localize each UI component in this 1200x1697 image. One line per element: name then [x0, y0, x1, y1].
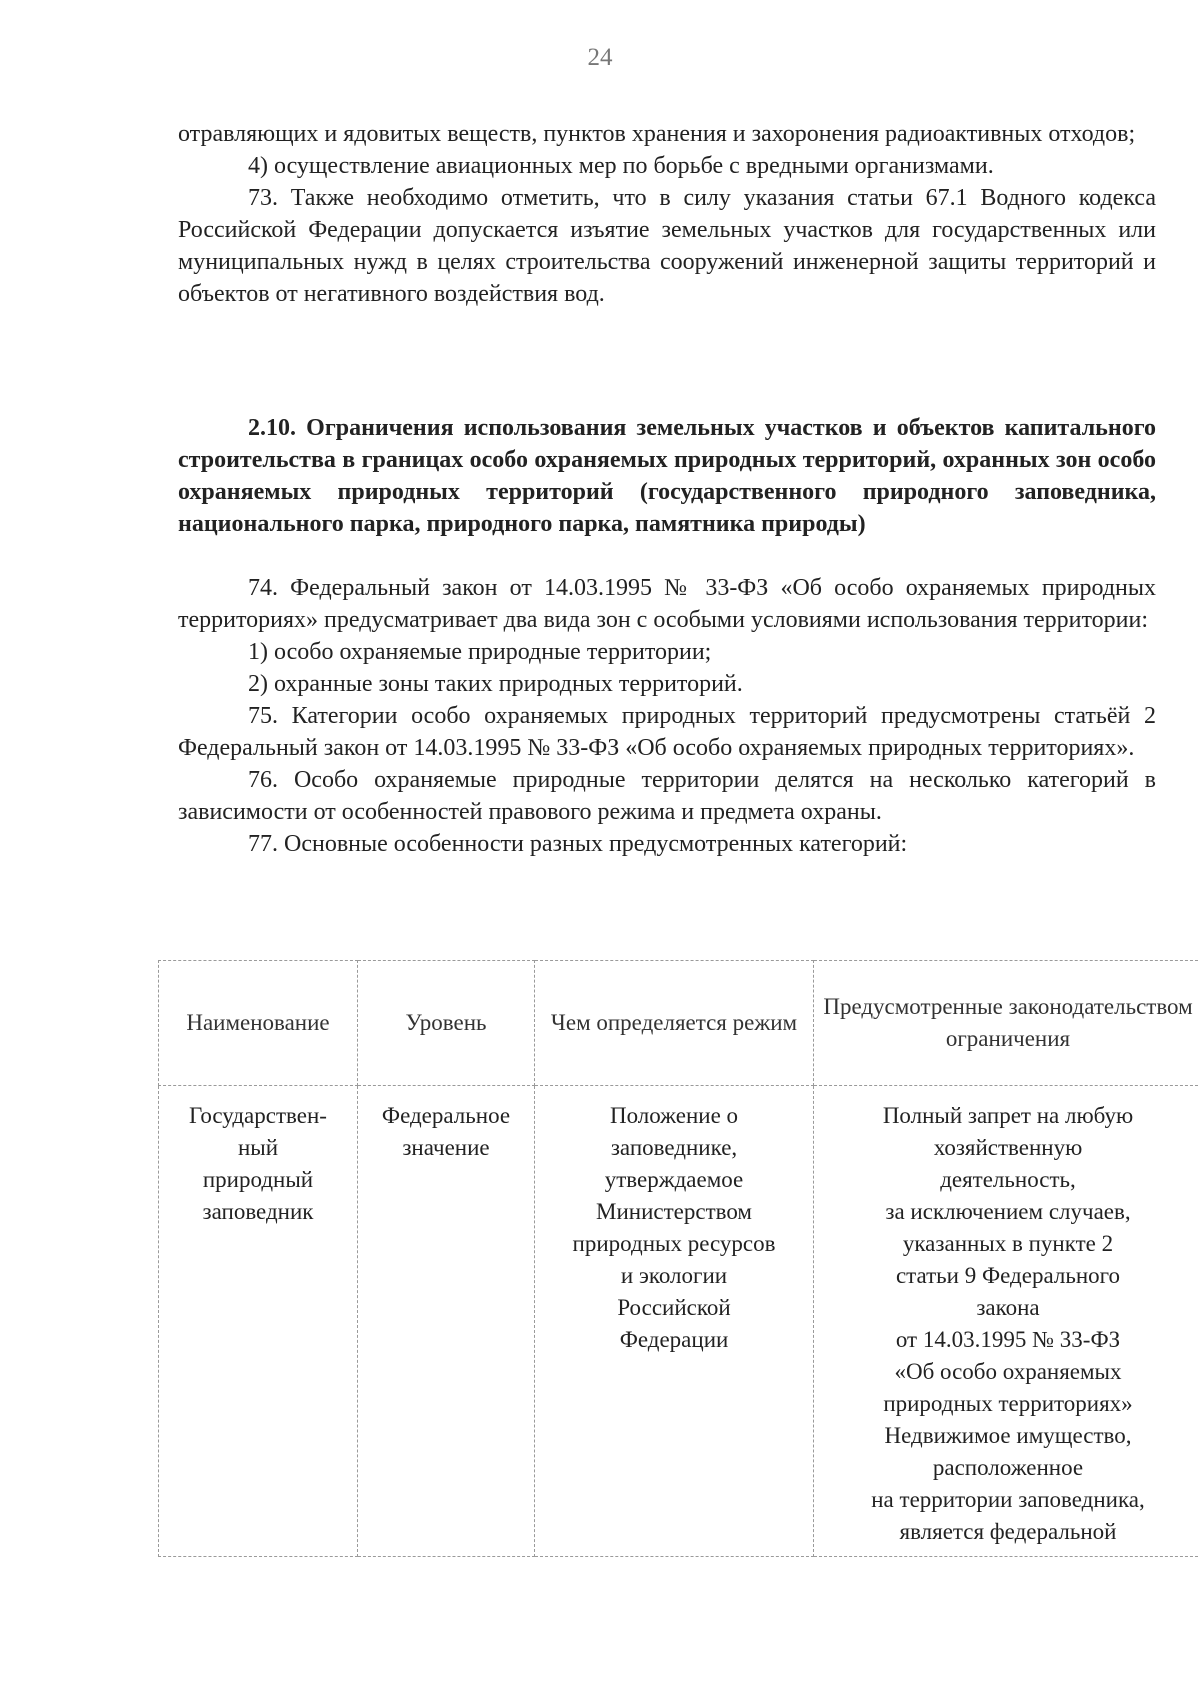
intro-item-4: 4) осуществление авиационных мер по борьбе с вредными организмами. [248, 153, 994, 179]
cell-line: заповеднике, [610, 1135, 738, 1160]
paragraph-74: 74. Федеральный закон от 14.03.1995 № 33-ФЗ «Об особо охраняемых природных территориях» предусматривает два вида зон с особыми условиями использования территории: [178, 575, 1156, 633]
paragraph-76: 76. Особо охраняемые природные территории делятся на несколько категорий в зависимости от особенностей правового режима и предмета охраны. [178, 767, 1156, 825]
protected-areas-table [158, 960, 1200, 1557]
cell-line: на территории заповедника, [871, 1487, 1145, 1512]
cell-line: заповедник [202, 1199, 314, 1224]
cell-restrictions [814, 1086, 1200, 1557]
cell-line: Российской [617, 1295, 731, 1320]
header-regime: Чем определяется режим [535, 961, 814, 1086]
paragraph-73: 73. Также необходимо отметить, что в силу указания статьи 67.1 Водного кодекса Российской Федерации допускается изъятие земельных участков для государственных или муниципальных нужд в целях строительства сооружений инженерной защиты территорий и объектов от негативного воздействия вод. [178, 185, 1156, 307]
intro-block [178, 118, 1156, 310]
paragraph-75: 75. Категории особо охраняемых природных территорий предусмотрены статьёй 2 Федеральный закон от 14.03.1995 № 33-ФЗ «Об особо охраняемых природных территориях». [178, 703, 1156, 761]
intro-paragraph-continuation: отравляющих и ядовитых веществ, пунктов хранения и захоронения радиоактивных отходов; [178, 121, 1136, 147]
list-item-1: 1) особо охраняемые природные территории; [248, 639, 712, 665]
cell-level [358, 1086, 535, 1557]
cell-line: от 14.03.1995 № 33-ФЗ [895, 1327, 1121, 1352]
cell-line: является федеральной [899, 1519, 1117, 1544]
cell-line: природный [202, 1167, 314, 1192]
cell-line: закона [976, 1295, 1040, 1320]
list-item-2: 2) охранные зоны таких природных территорий. [248, 671, 743, 697]
cell-line: хозяйственную [933, 1135, 1083, 1160]
cell-line: «Об особо охраняемых [894, 1359, 1122, 1384]
cell-line: Полный запрет на любую [882, 1103, 1134, 1128]
body-block [178, 572, 1156, 860]
table-row [159, 1086, 1200, 1557]
cell-line: указанных в пункте 2 [902, 1231, 1114, 1256]
cell-line: значение [402, 1135, 490, 1160]
cell-line: деятельность, [940, 1167, 1076, 1192]
table-header-row [159, 961, 1200, 1086]
cell-name [159, 1086, 358, 1557]
cell-line: за исключением случаев, [885, 1199, 1131, 1224]
cell-line: утверждаемое [604, 1167, 744, 1192]
page-number: 24 [587, 44, 613, 71]
paragraph-77: 77. Основные особенности разных предусмотренных категорий: [248, 831, 908, 857]
cell-line: Федеральное [381, 1103, 511, 1128]
cell-line: расположенное [932, 1455, 1084, 1480]
cell-line: Государствен- [189, 1103, 327, 1128]
cell-line: ный [237, 1135, 279, 1160]
cell-line: Министерством [596, 1199, 752, 1224]
cell-line: Федерации [619, 1327, 729, 1352]
cell-line: природных ресурсов [572, 1231, 776, 1256]
cell-line: Положение о [609, 1103, 739, 1128]
cell-regime [535, 1086, 814, 1557]
cell-line: и экологии [620, 1263, 728, 1288]
header-restrictions: Предусмотренные законодательством ограничения [814, 961, 1200, 1086]
cell-line: Недвижимое имущество, [884, 1423, 1132, 1448]
cell-line: статьи 9 Федерального [895, 1263, 1121, 1288]
header-level: Уровень [358, 961, 535, 1086]
header-name: Наименование [159, 961, 358, 1086]
cell-line: природных территориях» [883, 1391, 1133, 1416]
section-heading-2-10: 2.10. Ограничения использования земельных участков и объектов капитального строительства в границах особо охраняемых природных территорий, охранных зон особо охраняемых природных территорий (государственного природного заповедника, национального парка, природного парка, памятника природы) [178, 415, 1156, 537]
